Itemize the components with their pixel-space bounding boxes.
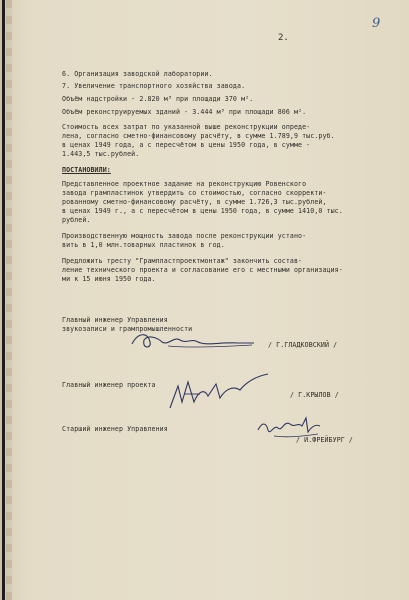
resolution-heading: ПОСТАНОВИЛИ: — [62, 166, 111, 174]
text-line: ление технического проекта и согласование его с местными организация- — [62, 266, 343, 274]
page-number: 2. — [278, 33, 289, 43]
text-line: Объём надстройки - 2.820 м³ при площади 370 м². — [62, 95, 254, 103]
signatory-3-name: / И.ФРЕЙБУРГ / — [296, 436, 353, 444]
text-line: Представленное проектное задание на реконструкцию Ровенского — [62, 180, 307, 188]
text-line: в ценах 1949 г., а с пересчётом в цены 1950 года, в сумме 1410,0 тыс. — [62, 207, 343, 215]
text-line: 7. Увеличение транспортного хозяйства завода. — [62, 82, 246, 90]
text-line: Объём реконструируемых зданий - 3.444 м³ при площади 806 м². — [62, 108, 307, 116]
text-line: рублей. — [62, 216, 91, 224]
signature-3-image — [254, 414, 324, 444]
signature-1-image — [128, 328, 258, 354]
text-line: лена, согласно сметно-финансовому расчёту, в сумме 1.789,9 тыс.руб. — [62, 132, 335, 140]
binding-ribbon — [2, 0, 5, 600]
text-line: вить в 1,0 млн.товарных пластинок в год. — [62, 241, 225, 249]
signatory-1-title-cont: звукозаписи и грампромышленности — [62, 325, 193, 333]
signatory-1-title: Главный инженер Управления — [62, 316, 168, 324]
signatory-2-title: Главный инженер проекта — [62, 381, 156, 389]
signature-2-image — [164, 368, 274, 418]
binding-edge — [6, 0, 12, 600]
text-line: рованному сметно-финансовому расчёту, в сумме 1.726,3 тыс.рублей, — [62, 198, 327, 206]
text-line: Стоимость всех затрат по указанной выше реконструкции опреде- — [62, 123, 311, 131]
signatory-1-name: / Г.ГЛАДКОВСКИЙ / — [268, 341, 338, 349]
signatory-2-name: / Г.КРЫЛОВ / — [290, 391, 339, 399]
text-line: в ценах 1949 года, а с пересчётом в цены 1950 года, в сумме - — [62, 141, 311, 149]
signatory-3-title: Старший инженер Управления — [62, 425, 168, 433]
handwritten-sheet-number: 9 — [372, 16, 381, 31]
text-line: Производственную мощность завода после реконструкции устано- — [62, 232, 307, 240]
text-line: Предложить тресту "Грампластпроектмонтаж" закончить состав- — [62, 257, 303, 265]
text-line: 1.443,5 тыс.рублей. — [62, 150, 140, 158]
text-line: ми к 15 июня 1950 года. — [62, 275, 156, 283]
text-line: завода грампластинок утвердить со стоимостью, согласно скорректи- — [62, 189, 327, 197]
text-line: 6. Организация заводской лаборатории. — [62, 70, 213, 78]
